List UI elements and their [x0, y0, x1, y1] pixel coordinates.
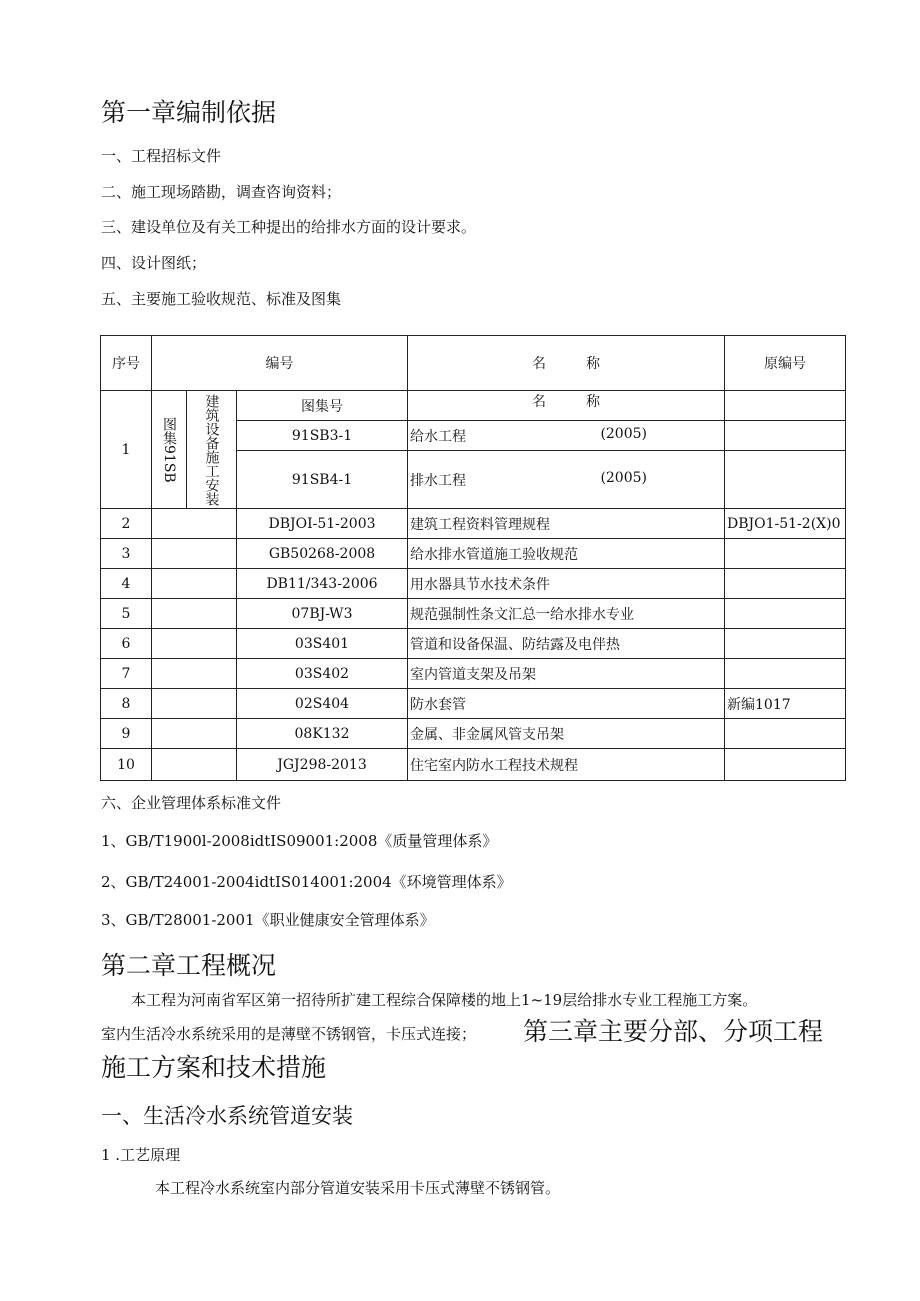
chapter1-item-3: 三、建设单位及有关工种提出的给排水方面的设计要求。	[101, 218, 477, 236]
row-name: 给水排水管道施工验收规范	[408, 539, 725, 569]
row1-sub1-name: 给水工程 (2005)	[408, 421, 725, 451]
row-orig: 新编1017	[725, 689, 846, 719]
row1-orig-1	[725, 421, 846, 451]
row-seq: 10	[101, 749, 152, 781]
row-code: 03S402	[237, 659, 408, 689]
row1-subheader-name: 名 称	[408, 391, 725, 421]
row-name: 管道和设备保温、防结露及电伴热	[408, 629, 725, 659]
chapter3-title-part1: 第三章主要分部、分项工程	[523, 1017, 824, 1046]
row-orig	[725, 719, 846, 749]
section6-item-2: 2、GB/T24001-2004idtIS014001:2004《环境管理体系》	[101, 873, 512, 891]
row-code: DB11/343-2006	[237, 569, 408, 599]
row1-sub2-code: 91SB4-1	[237, 451, 408, 509]
row-code: 07BJ-W3	[237, 599, 408, 629]
table-row	[101, 629, 846, 659]
row-seq: 8	[101, 689, 152, 719]
row-orig	[725, 629, 846, 659]
table-row	[101, 539, 846, 569]
row-seq: 6	[101, 629, 152, 659]
chapter1-item-5: 五、主要施工验收规范、标准及图集	[101, 290, 342, 308]
row-code: 02S404	[237, 689, 408, 719]
row-name: 室内管道支架及吊架	[408, 659, 725, 689]
row-code: GB50268-2008	[237, 539, 408, 569]
row1-sub1-code: 91SB3-1	[237, 421, 408, 451]
table-header-row	[101, 336, 846, 391]
row-seq: 2	[101, 509, 152, 539]
row1-subheader-code: 图集号	[237, 391, 408, 421]
row1-seq: 1	[101, 391, 152, 509]
header-seq: 序号	[101, 336, 152, 391]
row-orig	[725, 539, 846, 569]
chapter1-item-4: 四、设计图纸；	[101, 254, 207, 272]
row-blank	[152, 569, 237, 599]
row-name: 建筑工程资料管理规程	[408, 509, 725, 539]
row-seq: 5	[101, 599, 152, 629]
row1-orig-2	[725, 451, 846, 509]
row-code: JGJ298-2013	[237, 749, 408, 781]
cold-water-subtitle: 1 .工艺原理	[101, 1146, 181, 1164]
header-code: 编号	[152, 336, 408, 391]
table-row	[101, 689, 846, 719]
row-name: 住宅室内防水工程技术规程	[408, 749, 725, 781]
row-orig	[725, 659, 846, 689]
row-code: 08K132	[237, 719, 408, 749]
section6-item-3: 3、GB/T28001-2001《职业健康安全管理体系》	[101, 911, 435, 929]
row-orig	[725, 599, 846, 629]
table-row	[101, 599, 846, 629]
row-blank	[152, 629, 237, 659]
header-orig: 原编号	[725, 336, 846, 391]
row-orig	[725, 569, 846, 599]
table-row	[101, 719, 846, 749]
row-name: 规范强制性条文汇总一给水排水专业	[408, 599, 725, 629]
row1-group-label: 图集91SB	[152, 391, 187, 509]
header-name: 名 称	[408, 336, 725, 391]
table-row	[101, 569, 846, 599]
row-seq: 3	[101, 539, 152, 569]
row1-orig-0	[725, 391, 846, 421]
section6-item-1: 1、GB/T1900l-2008idtIS09001:2008《质量管理体系》	[101, 832, 498, 850]
chapter2-title: 第二章工程概况	[101, 951, 277, 980]
table-row	[101, 509, 846, 539]
row-seq: 9	[101, 719, 152, 749]
chapter2-para-line1: 本工程为河南省军区第一招待所扩建工程综合保障楼的地上1~19层给排水专业工程施工方案。	[131, 991, 758, 1009]
chapter1-item-2: 二、施工现场踏勘，调查咨询资料；	[101, 183, 342, 201]
chapter1-title: 第一章编制依据	[101, 98, 277, 127]
row-orig	[725, 749, 846, 781]
row-code: DBJOI-51-2003	[237, 509, 408, 539]
row-seq: 7	[101, 659, 152, 689]
row1-sub2-name: 排水工程 (2005)	[408, 451, 725, 509]
chapter1-item-1: 一、工程招标文件	[101, 147, 222, 165]
row-blank	[152, 599, 237, 629]
table-row	[101, 659, 846, 689]
row-blank	[152, 749, 237, 781]
row-name: 用水器具节水技术条件	[408, 569, 725, 599]
table-row	[101, 749, 846, 781]
cold-water-section-title: 一、生活冷水系统管道安装	[101, 1104, 353, 1128]
chapter2-para-line2: 室内生活冷水系统采用的是薄壁不锈钢管，卡压式连接；	[101, 1025, 477, 1043]
table-row	[101, 391, 846, 421]
standards-table	[100, 335, 846, 781]
row-seq: 4	[101, 569, 152, 599]
row-blank	[152, 539, 237, 569]
row-name: 金属、非金属风管支吊架	[408, 719, 725, 749]
section6-title: 六、企业管理体系标准文件	[101, 794, 282, 812]
row-orig: DBJO1-51-2(X)0	[725, 509, 846, 539]
cold-water-body: 本工程冷水系统室内部分管道安装采用卡压式薄壁不锈钢管。	[155, 1179, 561, 1197]
chapter3-title-part2: 施工方案和技术措施	[101, 1053, 327, 1082]
row-blank	[152, 509, 237, 539]
row1-group-sub: 建筑设备施工安装	[187, 391, 237, 509]
row-code: 03S401	[237, 629, 408, 659]
row-blank	[152, 719, 237, 749]
row-blank	[152, 689, 237, 719]
row-name: 防水套管	[408, 689, 725, 719]
row-blank	[152, 659, 237, 689]
